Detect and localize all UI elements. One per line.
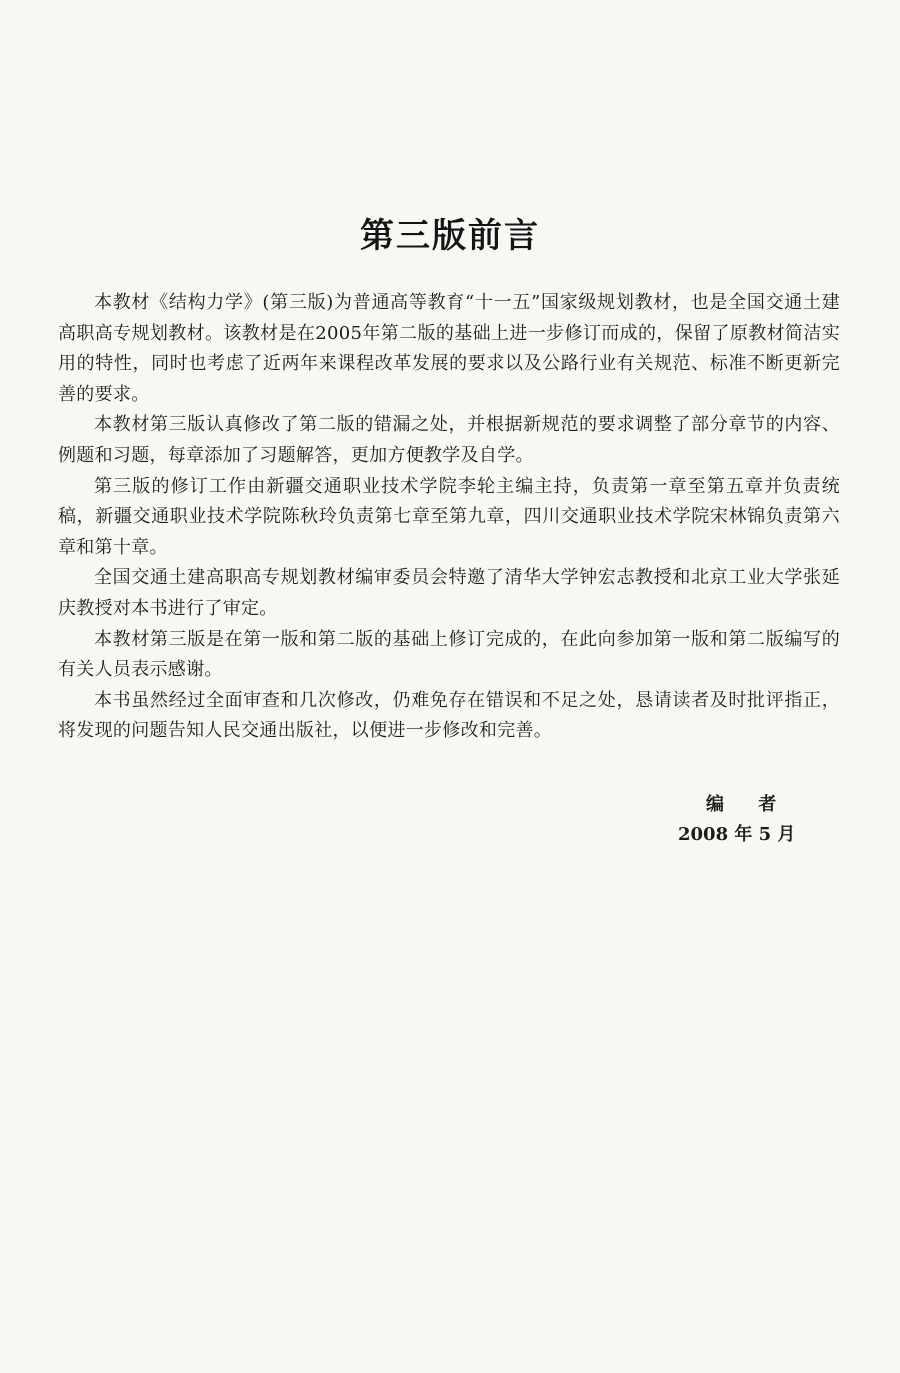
signature-block xyxy=(640,790,800,850)
signature-date: 2008 年 5 月 xyxy=(678,824,796,845)
preface-body xyxy=(58,288,840,747)
page-title: 第三版前言 xyxy=(360,216,540,256)
paragraph-3: 第三版的修订工作由新疆交通职业技术学院李轮主编主持，负责第一章至第五章并负责统稿，新疆交通职业技术学院陈秋玲负责第七章至第九章，四川交通职业技术学院宋林锦负责第六章和第十章。 xyxy=(58,475,840,558)
paragraph-5: 本教材第三版是在第一版和第二版的基础上修订完成的，在此向参加第一版和第二版编写的有关人员表示感谢。 xyxy=(58,628,840,681)
paragraph-4: 全国交通土建高职高专规划教材编审委员会特邀了清华大学钟宏志教授和北京工业大学张延庆教授对本书进行了审定。 xyxy=(58,567,840,619)
paragraph-2: 本教材第三版认真修改了第二版的错漏之处，并根据新规范的要求调整了部分章节的内容、例题和习题，每章添加了习题解答，更加方便教学及自学。 xyxy=(58,414,840,466)
author-signature: 编 者 xyxy=(706,794,791,815)
paragraph-1: 本教材《结构力学》(第三版)为普通高等教育“十一五”国家级规划教材，也是全国交通土建高职高专规划教材。该教材是在2005年第二版的基础上进一步修订而成的，保留了原教材简洁实用的特性，同时也考虑了近两年来课程改革发展的要求以及公路行业有关规范、标准不断更新完善的要求。 xyxy=(58,292,840,405)
paragraph-6: 本书虽然经过全面审查和几次修改，仍难免存在错误和不足之处，恳请读者及时批评指正，将发现的问题告知人民交通出版社，以便进一步修改和完善。 xyxy=(58,689,840,742)
